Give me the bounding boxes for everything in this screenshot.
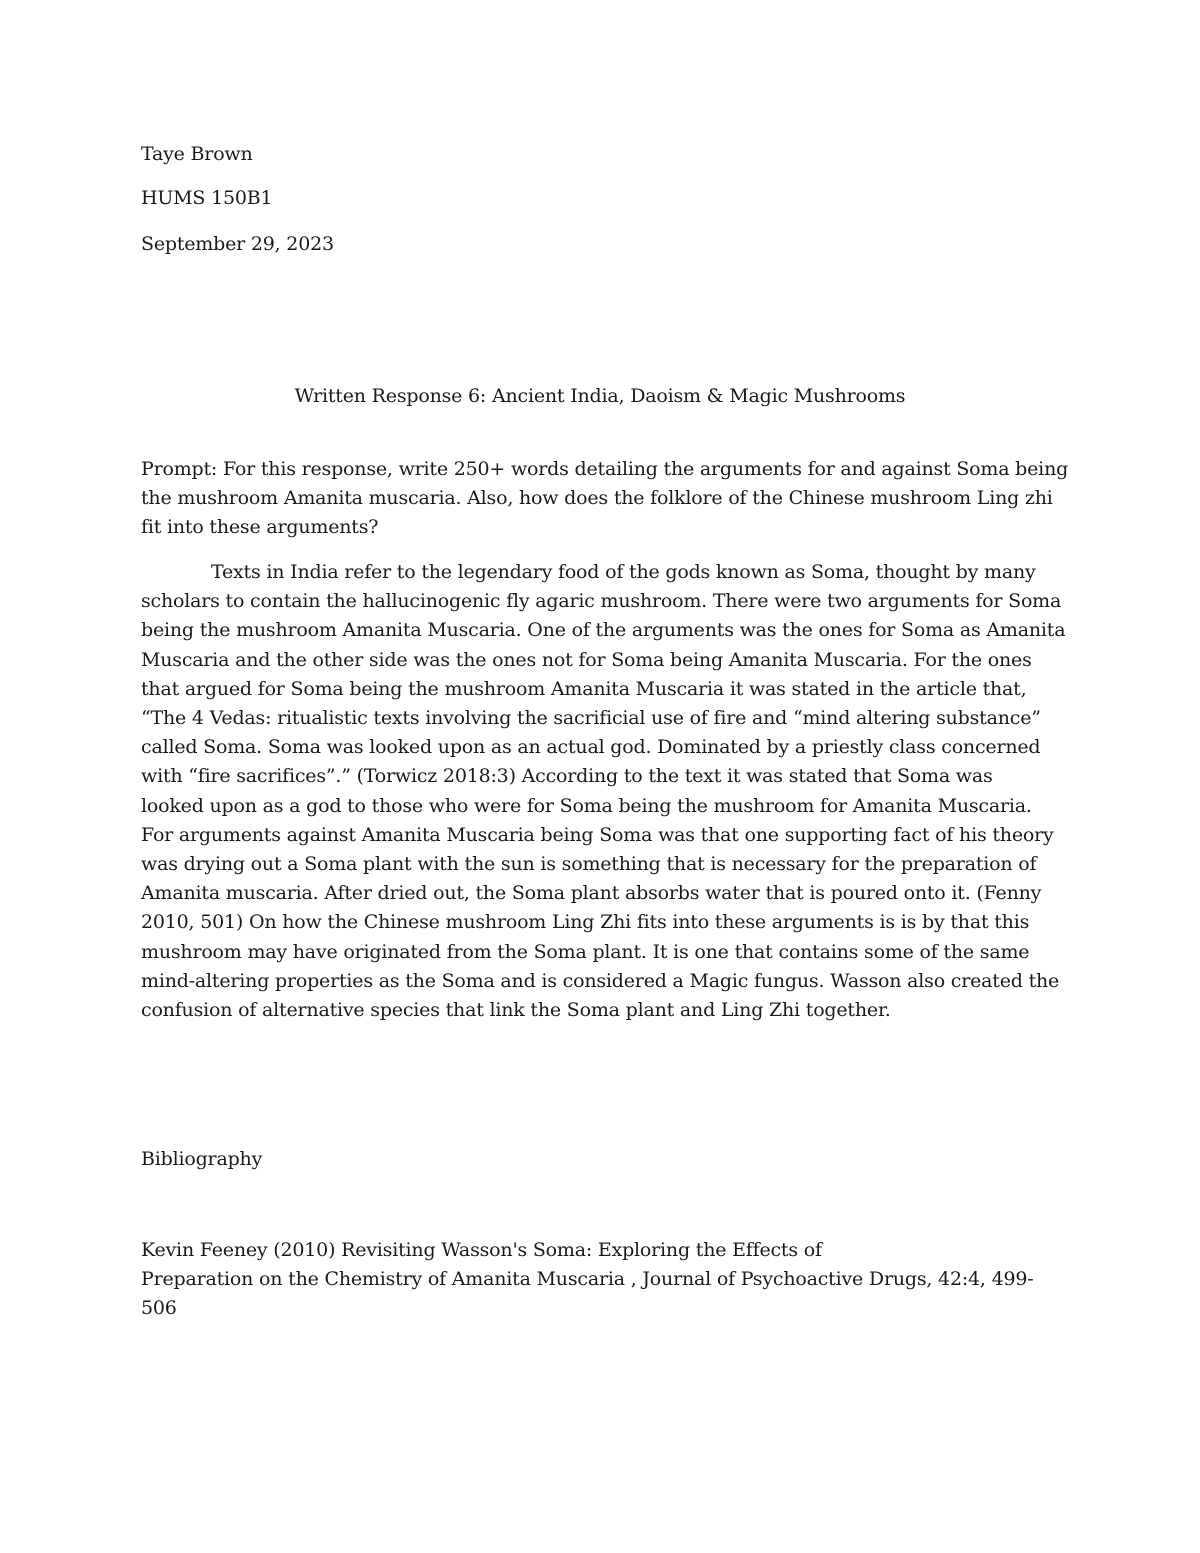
prompt-line: the mushroom Amanita muscaria. Also, how does the folklore of the Chinese mushroom Ling zhi (141, 487, 1053, 509)
document-title: Written Response 6: Ancient India, Daoism & Magic Mushrooms (294, 385, 906, 407)
paragraph-line: 2010, 501) On how the Chinese mushroom Ling Zhi fits into these arguments is is by that this (141, 911, 1030, 934)
author-name: Taye Brown (141, 143, 253, 165)
paragraph-line: confusion of alternative species that link the Soma plant and Ling Zhi together. (141, 999, 891, 1022)
paragraph-line: Texts in India refer to the legendary food of the gods known as Soma, thought by many (211, 561, 1036, 583)
bibliography-heading: Bibliography (141, 1148, 263, 1170)
paragraph-line: “The 4 Vedas: ritualistic texts involving the sacrificial use of fire and “mind altering substance” (141, 707, 1041, 730)
paragraph-line: that argued for Soma being the mushroom Amanita Muscaria it was stated in the article that, (141, 677, 1027, 700)
bibliography-entry-line: Kevin Feeney (2010) Revisiting Wasson's Soma: Exploring the Effects of (141, 1239, 822, 1261)
prompt-paragraph (141, 455, 1071, 542)
paragraph-line: with “fire sacrifices”.” (Torwicz 2018:3) According to the text it was stated that Soma was (141, 765, 993, 788)
paragraph-line: was drying out a Soma plant with the sun is something that is necessary for the preparation of (141, 853, 1037, 876)
prompt-line: Prompt: For this response, write 250+ words detailing the arguments for and against Soma being (141, 458, 1069, 480)
prompt-line: fit into these arguments? (141, 516, 379, 538)
bibliography-entry-line: 506 (141, 1297, 177, 1319)
response-paragraph (141, 558, 1071, 1025)
document-date: September 29, 2023 (141, 233, 334, 255)
paragraph-line: Muscaria and the other side was the ones not for Soma being Amanita Muscaria. For the ones (141, 648, 1032, 671)
bibliography-entry (141, 1236, 1071, 1323)
paragraph-line: looked upon as a god to those who were for Soma being the mushroom for Amanita Muscaria. (141, 794, 1032, 817)
bibliography-entry-line: Preparation on the Chemistry of Amanita Muscaria , Journal of Psychoactive Drugs, 42:4, 499- (141, 1268, 1034, 1290)
paragraph-line: For arguments against Amanita Muscaria being Soma was that one supporting fact of his theory (141, 823, 1054, 846)
paragraph-line: being the mushroom Amanita Muscaria. One of the arguments was the ones for Soma as Amanita (141, 619, 1066, 642)
paragraph-line: mind-altering properties as the Soma and is considered a Magic fungus. Wasson also created the (141, 969, 1060, 992)
paragraph-line: called Soma. Soma was looked upon as an actual god. Dominated by a priestly class concerned (141, 736, 1041, 759)
paragraph-line: mushroom may have originated from the Soma plant. It is one that contains some of the same (141, 940, 1030, 963)
paragraph-line: Amanita muscaria. After dried out, the Soma plant absorbs water that is poured onto it. (Fenny (141, 882, 1042, 905)
paragraph-line: scholars to contain the hallucinogenic fly agaric mushroom. There were two arguments for Soma (141, 590, 1062, 613)
course-code: HUMS 150B1 (141, 187, 273, 209)
